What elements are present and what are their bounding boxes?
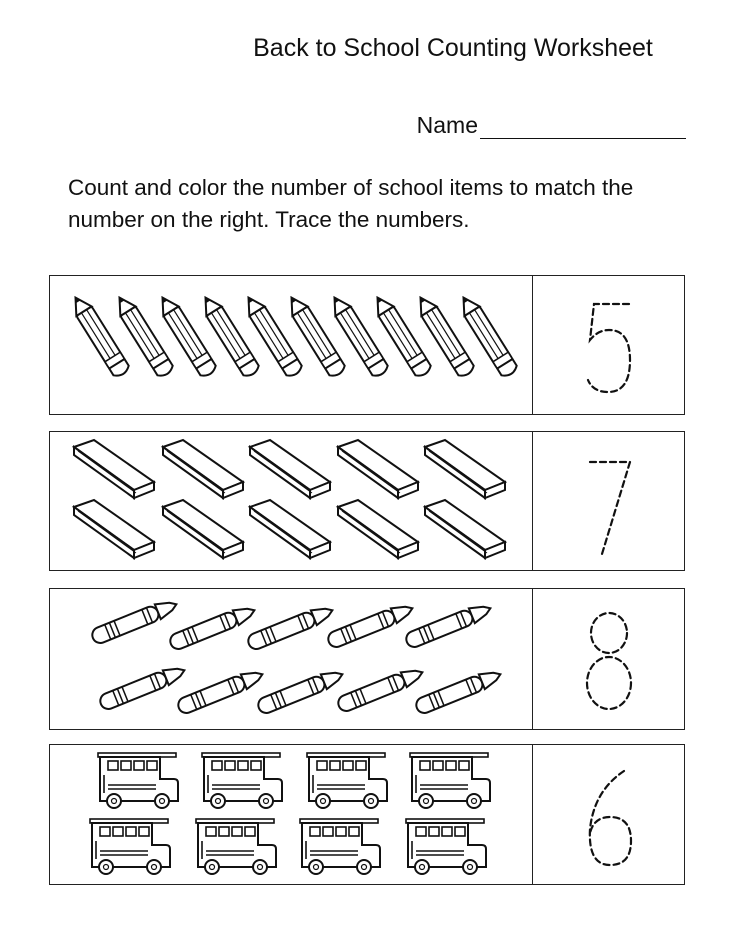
book-icon[interactable] [74,440,154,498]
book-icon[interactable] [250,500,330,558]
crayon-icon[interactable] [256,667,345,716]
crayon-icon[interactable] [90,597,179,646]
dotted-number-7 [532,432,684,570]
crayon-icon[interactable] [246,603,335,652]
school-bus-icon[interactable] [406,819,486,874]
book-group [50,432,532,570]
name-field[interactable] [417,112,686,139]
book-icon[interactable] [250,440,330,498]
crayon-icon[interactable] [326,601,415,650]
trace-number-6[interactable] [532,745,684,884]
items-area [50,589,533,729]
crayon-icon[interactable] [414,667,503,716]
trace-number-7[interactable] [532,432,684,570]
items-area [50,432,533,570]
trace-number-8[interactable] [532,589,684,729]
crayon-icon[interactable] [98,663,187,712]
pencil-group [50,276,532,414]
school-bus-icon[interactable] [90,819,170,874]
crayon-icon[interactable] [404,601,493,650]
book-icon[interactable] [338,500,418,558]
school-bus-icon[interactable] [307,753,387,808]
school-bus-icon[interactable] [410,753,490,808]
dotted-number-6 [532,745,684,884]
book-icon[interactable] [425,440,505,498]
crayon-group [50,589,532,729]
name-blank-line[interactable] [480,118,686,139]
trace-number-5[interactable] [532,276,684,414]
counting-row-crayons [49,588,685,730]
counting-row-school-buses [49,744,685,885]
crayon-icon[interactable] [168,603,257,652]
crayon-icon[interactable] [176,667,265,716]
items-area [50,745,533,884]
counting-row-books [49,431,685,571]
dotted-number-5 [532,276,684,414]
instructions: Count and color the number of school items to match the number on the right. Trace the numbers. [68,175,634,232]
items-area [50,276,533,414]
book-icon[interactable] [338,440,418,498]
book-icon[interactable] [74,500,154,558]
book-icon[interactable] [163,440,243,498]
name-label: Name [416,112,478,138]
school-bus-icon[interactable] [300,819,380,874]
school-bus-icon[interactable] [98,753,178,808]
school-bus-icon[interactable] [196,819,276,874]
book-icon[interactable] [163,500,243,558]
counting-row-pencils [49,275,685,415]
school-bus-group [50,745,532,884]
school-bus-icon[interactable] [202,753,282,808]
worksheet-title: Back to School Counting Worksheet [253,34,653,62]
crayon-icon[interactable] [336,665,425,714]
book-icon[interactable] [425,500,505,558]
dotted-number-8 [532,589,684,729]
